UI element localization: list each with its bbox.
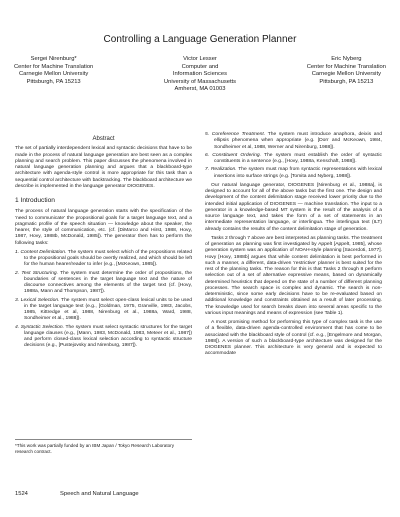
abstract-text: The set of partially interdependent lexical and syntactic decisions that have to be made in the process of natural language generation are best seen as a complex planning and search problem. This paper discusses the phenomena involved in natural language generation planning and argues that a blackboard-type architecture with agenda-style control is more appropriate for this task than a sequential control architecture with backtracking. The blackboard architecture we describe is implemented in the language generator DIOGENES. [15, 146, 192, 189]
running-head: Speech and Natural Language [60, 491, 139, 497]
paper-title: Controlling a Language Generation Planner [103, 34, 297, 45]
list-item: 5. Coreference Treatment. The system must introduce anaphora, deixis and ellipsis phenomena when appropriate (e.g. [Dorr and McKeown, 1984, Sondheimer et al, 1988, Werner and Nirenburg, 1988]). [205, 132, 382, 150]
author-lesser: Victor Lesser Computer and Information Sciences University of Massachusetts Amherst, MA 01003 [163, 56, 237, 93]
section-1-heading: 1 Introduction [15, 197, 55, 204]
author-nyberg: Eric Nyberg Center for Machine Translation Carnegie Mellon University Pittsburgh, PA 15213 [306, 56, 386, 85]
list-item: 4. Syntactic Selection. The system must select syntactic structures for the target language clauses (e.g., [Mann, 1983, McDonald, 1983, Meteer et al., 1987]) and perform closed-class lexical selection according to syntactic structure decisions (e.g., [Pustejovsky and Nirenburg, 1987]). [15, 324, 192, 349]
list-item: 7. Realization. The system must map from syntactic representations with lexical insertions into surface strings (e.g. [Tomita and Nyberg, 1988]). [205, 167, 382, 179]
author-nirenburg: Sergei Nirenburg* Center for Machine Translation Carnegie Mellon University Pittsburgh, PA 15213 [14, 56, 94, 85]
abstract-heading: Abstract [92, 136, 115, 142]
left-column [15, 136, 192, 353]
task-list-left [15, 250, 192, 350]
list-item: 2. Text Structuring. The system must determine the order of propositions, the boundaries of sentences in the target language text and the nature of discourse connectives among the elements of the target text (cf. [Hovy, 1988a, Mann and Thompson, 1987]). [15, 270, 192, 295]
footnote: *This work was partially funded by an IBM Japan / Tokyo Research Laboratory research contract. [15, 439, 192, 455]
author-block [14, 56, 386, 94]
task-list-right [205, 132, 382, 180]
list-item: 6. Constituent Ordering. The system must establish the order of syntactic constituents in a sentence (e.g., [Hovy, 1988a, Kenschaft, 1988]). [205, 152, 382, 164]
body-paragraph: Tasks 2 through 7 above are best interpreted as planning tasks. The treatment of generation as planning was first investigated by Appelt [Appelt, 1985], whose generation system was an application of NOAH-style planning [Sacerdoti, 1977]. Hovy [Hovy, 1988b] argues that while content delimitation is best performed in such a manner, a different, data-driven 'restrictive' planner is best suited for the rest of the planning tasks. The reason for this is that Tasks 2 through 8 perform selection out of a set of alternative expressive means, based on dynamically determined heuristics that depend on the state of a number of different planning processes. The search space is complex and dynamic. The search is non-deterministic, since some early decisions have to be re-evaluated based on additional knowledge and constraints obtained as a result of later processing. The knowledge used for search breaks down into several areas specific to the various input meanings and means of expression (see Table 1). [205, 235, 382, 316]
body-paragraph: A most promising method for performing this type of complex task is the use of a flexible, data-driven agenda-controlled environment that has come to be associated with the blackboard style of control (cf. e.g., [Engelmore and Morgan, 1988]). A version of such a blackboard-type architecture was designed for the DIOGENES planner. This architecture is very general and is expected to accommodate [205, 320, 382, 357]
right-column [205, 132, 382, 361]
list-item: 3. Lexical Selection. The system must select open-class lexical units to be used in the target language text (e.g., [Goldman, 1975, Granville, 1983, Jacobs, 1985, Kittredge et al, 1988, Nirenburg et al., 1988a, Ward, 1988, Sondheimer et al., 1988]). [15, 297, 192, 322]
body-paragraph: Our natural language generator, DIOGENES [Nirenburg et al., 1988a], is designed to account for all of the above tasks but the first one. The design and development of the content delimitation stage received lower priority due to the intended initial application of DIOGENES — machine translation. The input to a generator in a knowledge-based MT system is the result of the analysis of a source language text, and takes the form of a set of statements in an intermediate representation language, or interlingua. The interlingua text (ILT) already contains the results of the content delimitation stage of generation. [205, 182, 382, 232]
list-item: 1. Content Delimitation. The system must select which of the propositions related to the propositional goals should be overtly realized, and which should be left for the human hearer/reader to infer (e.g., [McKeown, 1985]). [15, 249, 192, 268]
intro-paragraph: The process of natural language generation starts with the specification of the 'need to communicate' the propositional goals for a target language text, and a pragmatic profile of the speech situation — knowledge about the speaker, the hearer, the style of communication, etc. (cf. [DiMarco and Hirst, 1988, Hovy, 1987, Hovy, 1988b, McDonald, 1985]). The generator then has to perform the following tasks: [15, 209, 192, 246]
page-number: 1524 [15, 491, 28, 497]
